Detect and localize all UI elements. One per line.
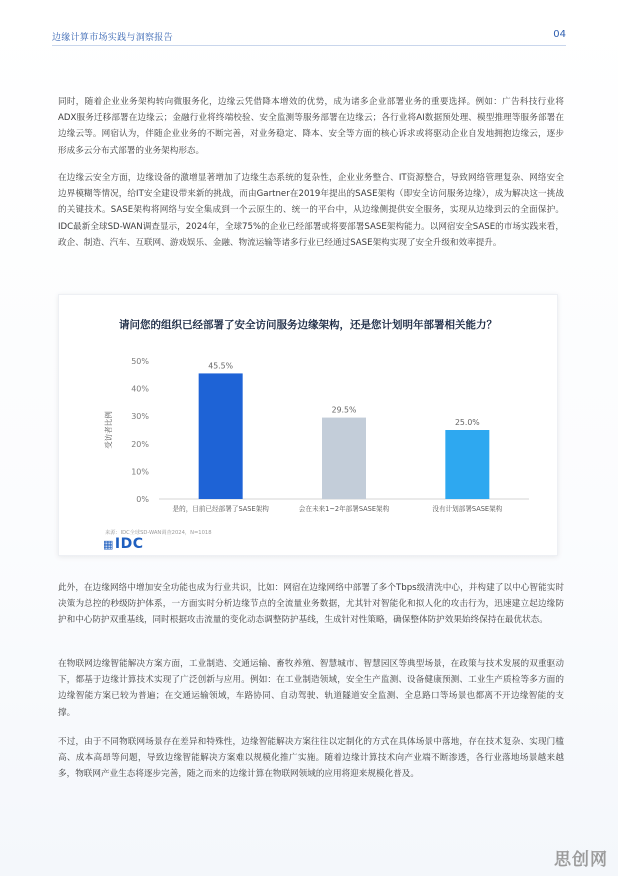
paragraph-edge-cloud-adoption: 同时，随着企业业务架构转向微服务化，边缘云凭借降本增效的优势，成为诸多企业部署业务的重要选择。例如：广告科技行业将ADX服务迁移部署在边缘云；金融行业将终端校验、安全监测等服务部署在边缘云；各行业将AI数据预处理、模型推理等服务部署在边缘云等。网宿认为，伴随企业业务的不断完善，对业务稳定、降本、安全等方面的核心诉求或将驱动企业自发地拥抱边缘云，逐步形成多云分布式部署的业务架构形态。 [58, 97, 564, 156]
paragraph-edge-cloud-security: 在边缘云安全方面，边缘设备的激增显著增加了边缘生态系统的复杂性，企业业务整合、IT资源整合，导致网络管理复杂、网络安全边界模糊等情况，给IT安全建设带来新的挑战，而由Gartner在2019年提出的SASE架构（即安全访问服务边缘），成为解决这一挑战的关键技术。SASE架构将网络与安全集成到一个云原生的、统一的平台中，从边缘侧提供安全服务，实现从边缘到云的全面保护。IDC最新全球SD-WAN调查显示，2024年，全球75%的企业已经部署或将要部署SASE架构能力。以网宿安全SASE的市场实践来看，政企、制造、汽车、互联网、游戏娱乐、金融、物流运输等诸多行业已经通过SASE架构实现了安全升级和效率提升。 [58, 173, 564, 248]
y-tick-label: 50% [131, 357, 149, 366]
watermark: 思创网 [554, 850, 608, 870]
bar [445, 430, 489, 499]
chart-source: 来源：IDC全球SD-WAN调查2024，N=1018 [105, 530, 212, 536]
idc-logo [103, 536, 144, 552]
page-header [52, 26, 566, 48]
paragraph-iot-edge-intelligence: 在物联网边缘智能解决方案方面，工业制造、交通运输、畜牧养殖、智慧城市、智慧园区等典型场景，在政策与技术发展的双重驱动下，都基于边缘计算技术实现了广泛创新与应用。例如：在工业制造领域，安全生产监测、设备健康预测、工业生产质检等多方面的边缘智能方案已较为普遍；在交通运输领域，车路协同、自动驾驶、轨道隧道安全监测、全息路口等场景也都离不开边缘智能的支撑。 [58, 659, 564, 718]
chart-card [58, 294, 558, 556]
chart-title: 请问您的组织已经部署了安全访问服务边缘架构，还是您计划明年部署相关能力？ [119, 319, 497, 331]
y-tick-label: 20% [131, 439, 149, 449]
y-tick-label: 0% [136, 495, 149, 504]
category-label: 会在未来1~2年部署SASE架构 [298, 505, 390, 513]
idc-mark-icon: ▦ [103, 538, 114, 551]
bar-chart [59, 295, 557, 555]
bar-value-label: 45.5% [208, 361, 234, 371]
page-number: 04 [553, 29, 566, 40]
idc-logo-text: IDC [114, 536, 144, 552]
bar-value-label: 25.0% [454, 418, 480, 427]
y-tick-label: 10% [131, 467, 149, 477]
y-axis-label: 受访者比例 [104, 411, 113, 449]
category-label: 没有计划部署SASE架构 [432, 505, 503, 513]
y-tick-label: 40% [131, 384, 149, 394]
bar [322, 418, 366, 499]
header-divider [52, 45, 566, 46]
bar-value-label: 29.5% [331, 405, 357, 415]
paragraph-iot-challenges: 不过，由于不同物联网场景存在差异和特殊性，边缘智能解决方案往往以定制化的方式在具体场景中落地，存在技术复杂、实现门槛高、成本高昂等问题，导致边缘智能解决方案难以规模化推广实施。随着边缘计算技术向产业端不断渗透，各行业落地场景越来越多，物联网产业生态将逐步完善，随之而来的边缘计算在物联网领域的应用将迎来规模化普及。 [58, 737, 564, 780]
paragraph-edge-network-security: 此外，在边缘网络中增加安全功能也成为行业共识，比如：网宿在边缘网络中部署了多个Tbps级清洗中心，并构建了以中心智能实时决策为总控的秒级防护体系，一方面实时分析边缘节点的全流量业务数据，尤其针对智能化和拟人化的攻击行为，迅速建立起边缘防护和中心防护双重基线，同时根据攻击流量的变化动态调整防护基线，生成针对性策略，确保整体防护效果始终保持在最优状态。 [58, 583, 564, 626]
y-tick-label: 30% [131, 412, 149, 422]
bar [199, 373, 243, 499]
category-label: 是的，目前已经部署了SASE架构 [172, 505, 269, 513]
header-title: 边缘计算市场实践与洞察报告 [52, 33, 173, 43]
